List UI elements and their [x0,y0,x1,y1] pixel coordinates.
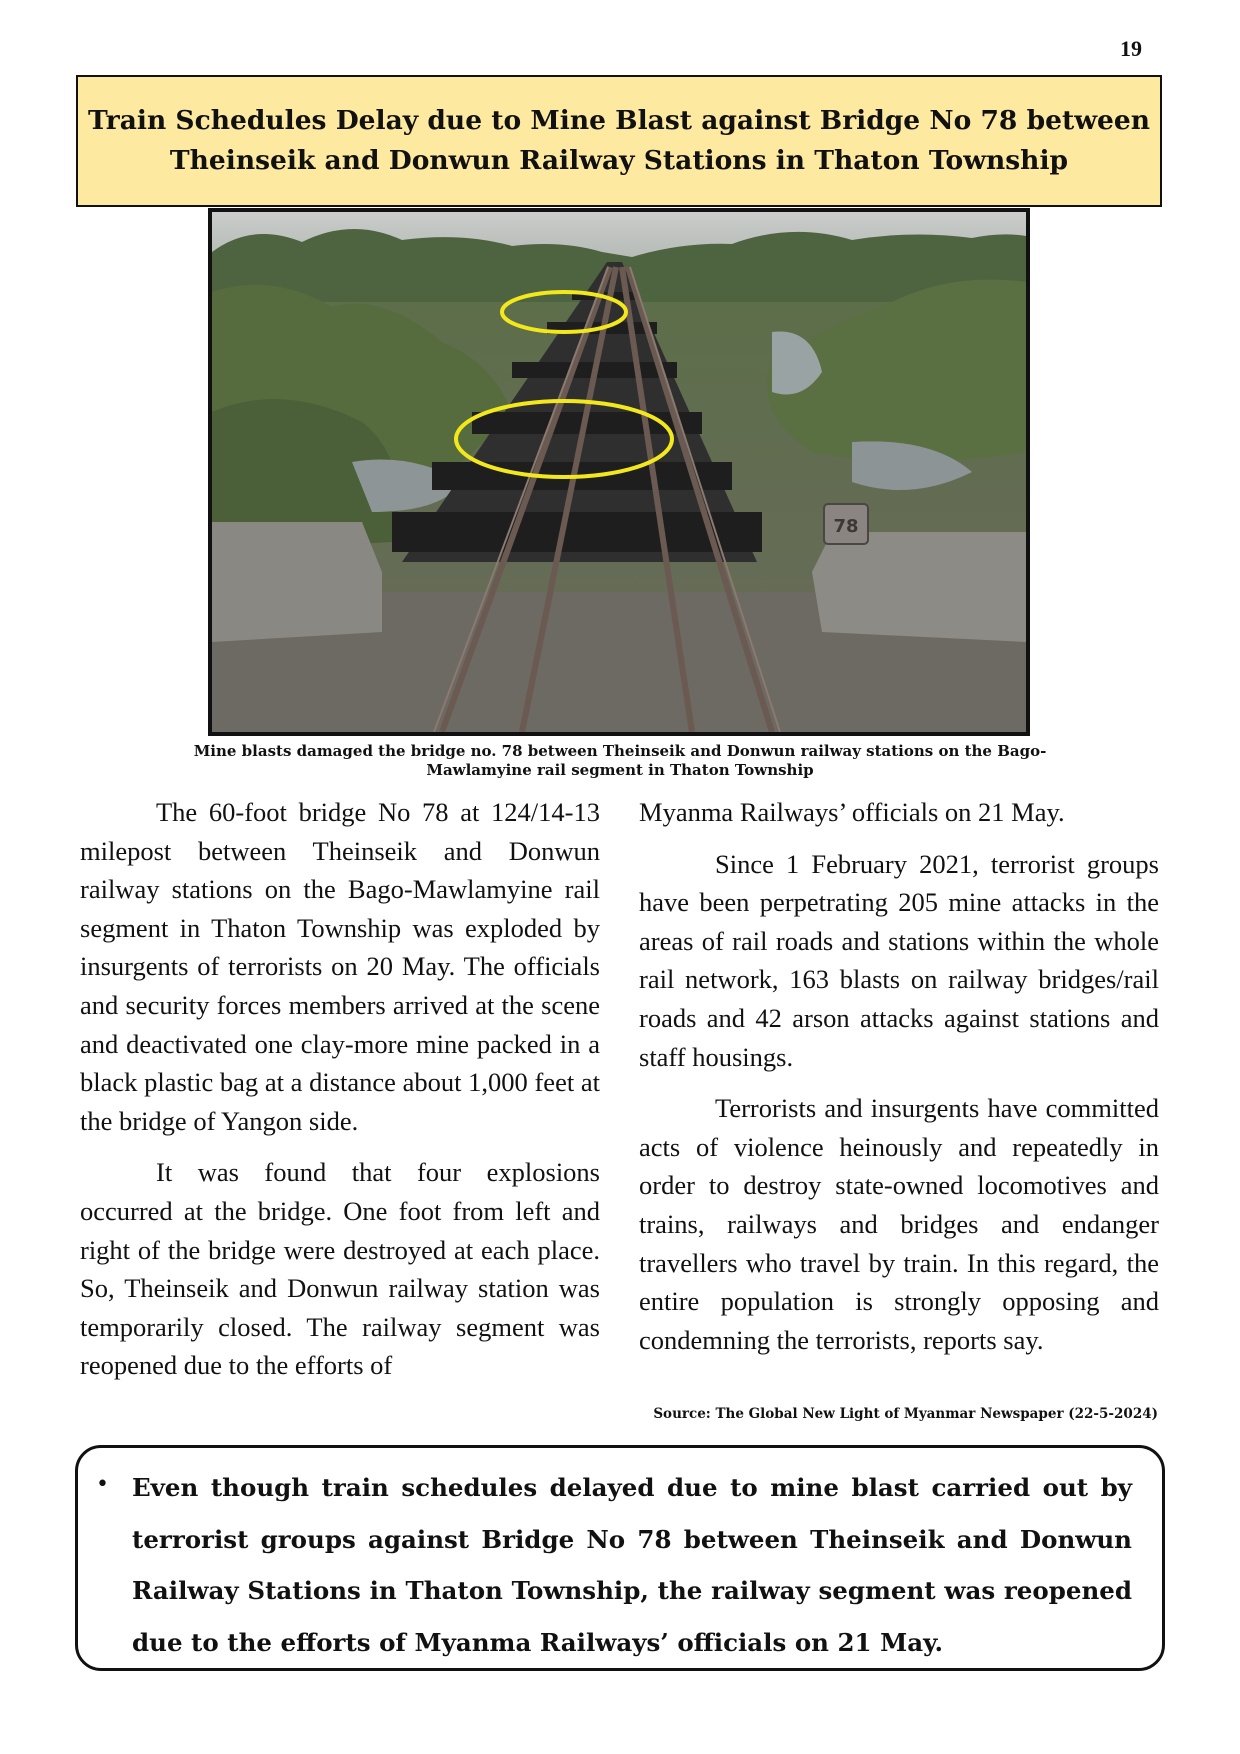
right-abutment [812,532,1026,642]
bridge-photo [208,208,1030,736]
page-number: 19 [1120,36,1142,61]
headline-line-2: Theinseik and Donwun Railway Stations in Thaton Township [169,145,1069,176]
photo-caption-line-1: Mine blasts damaged the bridge no. 78 between Theinseik and Donwun railway stations on the Bago- [193,742,1047,760]
paragraph: It was found that four explosions occurred at the bridge. One foot from left and right of the bridge were destroyed at each place. So, Theinseik and Donwun railway station was temporarily closed. The railway segment was reopened due to the efforts of [80,1157,600,1381]
paragraph: The 60-foot bridge No 78 at 124/14-13 milepost between Theinseik and Donwun railway stations on the Bago-Mawlamyine rail segment in Thaton Township was exploded by insurgents of terrorists on 20 May. The officials and security forces members arrived at the scene and deactivated one clay-more mine packed in a black plastic bag at a distance about 1,000 feet at the bridge of Yangon side. [80,797,600,1136]
summary-box [75,1445,1165,1671]
headline-line-1: Train Schedules Delay due to Mine Blast against Bridge No 78 between [87,105,1151,136]
photo-caption-line-2: Mawlamyine rail segment in Thaton Township [426,761,814,779]
bridge-number-sign [824,504,868,544]
left-abutment [212,522,382,642]
headline-box [76,75,1162,207]
svg-text:78: 78 [833,516,859,537]
bullet-icon: • [96,1472,109,1497]
photo-caption [150,742,1090,780]
bridge-photo-illustration [212,212,1026,732]
article-left-column [80,793,600,1385]
summary-text: Even though train schedules delayed due to mine blast carried out by terrorist groups against Bridge No 78 between Theinseik and Donwun Railway Stations in Thaton Township, the railway segment was reopened due to the efforts of Myanma Railways’ officials on 21 May. [132,1473,1132,1657]
paragraph: Since 1 February 2021, terrorist groups have been perpetrating 205 mine attacks in the areas of rail roads and stations within the whole rail network, 163 blasts on railway bridges/rail roads and 42 arson attacks against stations and staff housings. [639,848,1159,1072]
paragraph-continuation: Myanma Railways’ officials on 21 May. [639,797,1065,827]
source-citation: Source: The Global New Light of Myanmar Newspaper (22-5-2024) [653,1406,1158,1422]
article-right-column [639,793,1159,1359]
paragraph: Terrorists and insurgents have committed acts of violence heinously and repeatedly in order to destroy state-owned locomotives and trains, railways and bridges and endanger travellers who travel by train. In this regard, the entire population is strongly opposing and condemning the terrorists, reports say. [639,1093,1159,1355]
